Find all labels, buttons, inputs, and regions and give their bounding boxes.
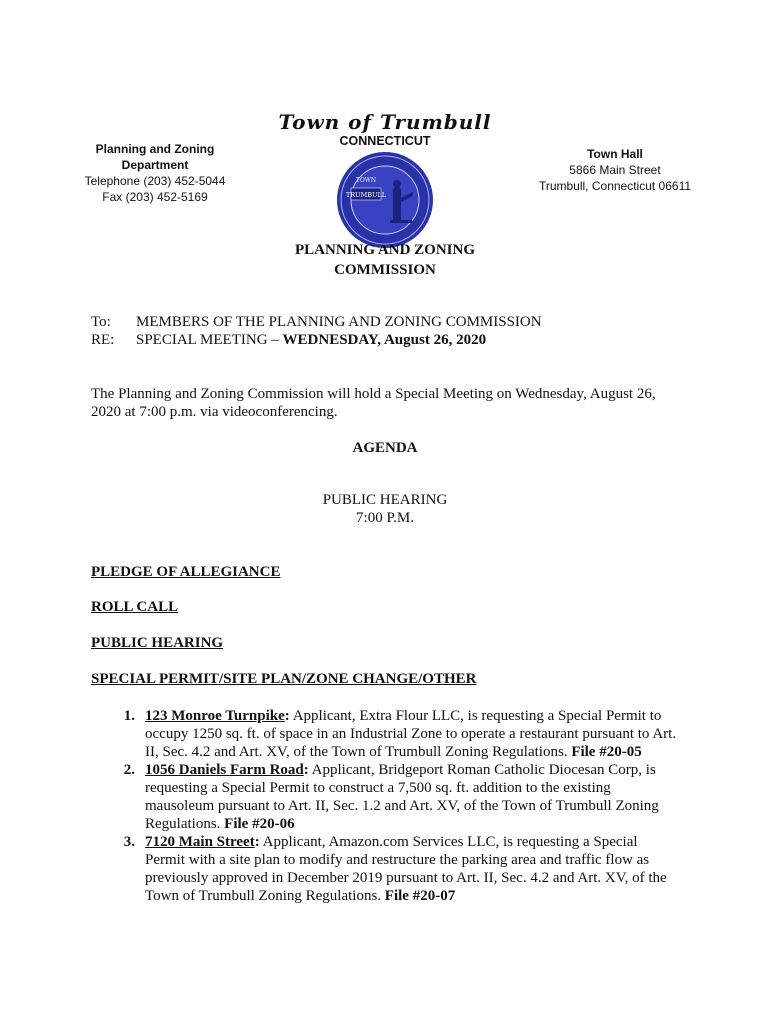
agenda-item-number: 3.: [123, 834, 135, 850]
memo-to-value: MEMBERS OF THE PLANNING AND ZONING COMMISSION: [136, 314, 542, 330]
memo-re-row: [91, 331, 542, 349]
agenda-item-file: File #20-06: [224, 816, 295, 832]
agenda-item-text: Applicant, Bridgeport Roman Catholic Diocesan Corp, is requesting a Special Permit to construct a 7,500 sq. ft. addition to the existing mausoleum pursuant to Art. II, Sec. 1.2 and Art. XV, of the Town of Trumbull Zoning Regulations.: [145, 762, 659, 832]
commission-title: [0, 240, 770, 280]
town-title: Town of Trumbull: [278, 110, 492, 134]
agenda-item-number: 2.: [123, 762, 135, 778]
memo-to-row: [91, 313, 542, 331]
public-hearing-time: [0, 491, 770, 527]
agenda-item-text: Applicant, Amazon.com Services LLC, is requesting a Special Permit with a site plan to modify and restructure the parking area and traffic flow as previously approved in December 2019 pursuant to Art. II, Sec. 4.2 and Art. XV, of the Town of Trumbull Zoning Regulations.: [145, 834, 667, 904]
agenda-item-address: 123 Monroe Turnpike: [145, 708, 285, 724]
department-contact: [70, 141, 240, 205]
memo-re-label: RE:: [91, 332, 115, 348]
seal-middle-text: TRUMBULL: [345, 191, 387, 199]
memo-to-label: To:: [91, 314, 111, 330]
town-hall-address: [530, 146, 700, 194]
town-hall-street: 5866 Main Street: [569, 163, 661, 177]
department-telephone: Telephone (203) 452-5044: [84, 174, 226, 188]
section-pledge: PLEDGE OF ALLEGIANCE: [91, 564, 281, 580]
department-name-line2: Department: [121, 158, 189, 172]
commission-title-line1: PLANNING AND ZONING: [294, 242, 475, 258]
agenda-item: [91, 707, 681, 761]
agenda-item-sep: :: [284, 708, 290, 724]
department-name-line1: Planning and Zoning: [95, 142, 215, 156]
public-hearing-time-value: 7:00 P.M.: [356, 510, 414, 526]
public-hearing-label: PUBLIC HEARING: [322, 492, 448, 508]
agenda-item-body: [145, 707, 681, 761]
town-hall-name: Town Hall: [587, 147, 643, 161]
agenda-item-number: 1.: [123, 708, 135, 724]
commission-title-line2: COMMISSION: [334, 262, 436, 278]
agenda-item-sep: :: [254, 834, 260, 850]
agenda-item-body: [145, 761, 681, 833]
agenda-title: AGENDA: [352, 440, 418, 456]
agenda-item-file: File #20-07: [384, 888, 456, 904]
agenda-item-body: [145, 833, 681, 905]
memo-re-value: [136, 331, 486, 349]
section-special-permit: SPECIAL PERMIT/SITE PLAN/ZONE CHANGE/OTHER: [91, 671, 477, 687]
section-public-hearing: PUBLIC HEARING: [91, 635, 224, 651]
agenda-item: [91, 833, 681, 905]
agenda-item: [91, 761, 681, 833]
intro-paragraph: The Planning and Zoning Commission will hold a Special Meeting on Wednesday, August 26, 2020 at 7:00 p.m. via videoconferencing.: [91, 386, 656, 420]
state-name: CONNECTICUT: [339, 134, 431, 148]
memo-re-date: WEDNESDAY, August 26, 2020: [282, 332, 487, 348]
agenda-item-text: Applicant, Extra Flour LLC, is requesting a Special Permit to occupy 1250 sq. ft. of space in an Industrial Zone to operate a restaurant pursuant to Art. II, Sec. 4.2 and Art. XV, of the Town of Trumbull Zoning Regulations.: [145, 708, 677, 760]
memo-re-prefix: SPECIAL MEETING –: [136, 332, 283, 348]
seal-top-text: TOWN: [355, 177, 377, 184]
agenda-item-file: File #20-05: [571, 744, 642, 760]
section-roll-call: ROLL CALL: [91, 599, 179, 615]
town-hall-city: Trumbull, Connecticut 06611: [538, 179, 692, 193]
department-fax: Fax (203) 452-5169: [102, 190, 208, 204]
memo-header: [91, 313, 542, 349]
agenda-item-address: 7120 Main Street: [145, 834, 255, 850]
agenda-item-address: 1056 Daniels Farm Road: [145, 762, 304, 778]
agenda-item-sep: :: [303, 762, 309, 778]
town-seal-icon: [335, 150, 435, 250]
agenda-items: [91, 707, 681, 905]
